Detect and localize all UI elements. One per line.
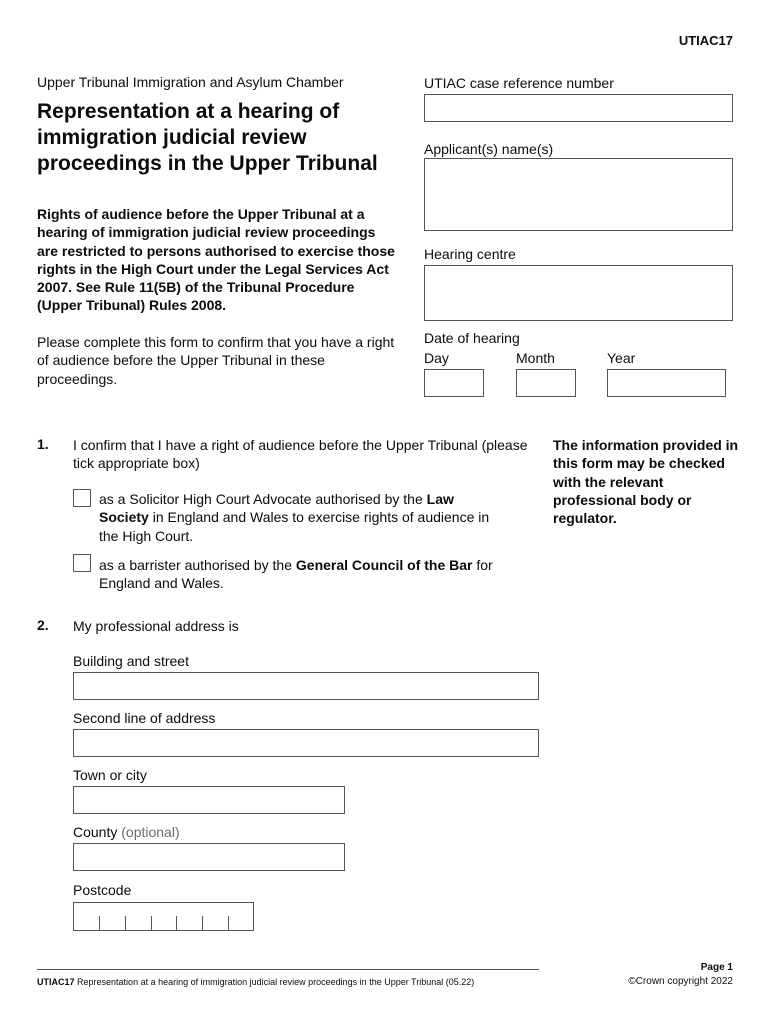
- bar-council-name: General Council of the Bar: [295, 557, 473, 573]
- footer-form-title: [37, 977, 474, 987]
- day-label: Day: [424, 350, 449, 366]
- postcode-character-dividers: [74, 903, 253, 930]
- case-ref-input[interactable]: [424, 94, 733, 122]
- date-of-hearing-label: Date of hearing: [424, 330, 520, 346]
- case-ref-label: UTIAC case reference number: [424, 75, 614, 91]
- solicitor-advocate-option: [99, 490, 499, 545]
- option-1-text-end: in England and Wales to exercise rights of audience in the High Court.: [99, 509, 490, 544]
- year-label: Year: [607, 350, 636, 366]
- option-1-text-start: as a Solicitor High Court Advocate authorised by the: [99, 491, 423, 507]
- copyright: ©Crown copyright 2022: [628, 976, 733, 987]
- town-city-input[interactable]: [73, 786, 345, 814]
- page-number: Page 1: [700, 962, 733, 973]
- day-input[interactable]: [424, 369, 484, 397]
- option-2-text-end: for England and Wales.: [99, 557, 493, 592]
- town-city-label: Town or city: [73, 767, 147, 783]
- verification-note: The information provided in this form may be checked with the relevant professional body or regulator.: [553, 437, 739, 527]
- barrister-checkbox[interactable]: [73, 554, 91, 572]
- solicitor-advocate-checkbox[interactable]: [73, 489, 91, 507]
- option-2-text-start: as a barrister authorised by the: [99, 557, 292, 573]
- building-street-input[interactable]: [73, 672, 539, 700]
- county-optional-hint: (optional): [121, 824, 180, 840]
- footer-page-info: [628, 961, 733, 989]
- intro-rights-of-audience: Rights of audience before the Upper Tribunal at a hearing of immigration judicial review proceedings are restricted to persons authorised to exercise those rights in the High Court under the Legal Services Act 2007. See Rule 11(5B) of the Tribunal Procedure (Upper Tribunal) Rules 2008.: [37, 206, 395, 314]
- intro-instructions: Please complete this form to confirm that you have a right of audience before the Upper Tribunal in these proceedings.: [37, 334, 395, 387]
- question-2-text: My professional address is: [73, 618, 239, 634]
- law-society-name: Law Society: [99, 491, 454, 526]
- page-title: Representation at a hearing of immigration judicial review proceedings in the Upper Tribunal: [37, 100, 378, 175]
- hearing-centre-input[interactable]: [424, 265, 733, 321]
- county-input[interactable]: [73, 843, 345, 871]
- footer-form-description: Representation at a hearing of immigration judicial review proceedings in the Upper Tribunal (05.22): [77, 977, 475, 987]
- second-line-label: Second line of address: [73, 710, 216, 726]
- chamber-name: Upper Tribunal Immigration and Asylum Chamber: [37, 74, 344, 90]
- footer-form-code: UTIAC17: [37, 977, 75, 987]
- year-input[interactable]: [607, 369, 726, 397]
- barrister-option: [99, 556, 539, 593]
- question-1-number: 1.: [37, 436, 49, 452]
- footer-divider: [37, 969, 539, 970]
- postcode-input[interactable]: [73, 902, 254, 931]
- building-street-label: Building and street: [73, 653, 189, 669]
- applicant-label: Applicant(s) name(s): [424, 141, 554, 157]
- question-1-text: I confirm that I have a right of audience before the Upper Tribunal (please tick appropriate box): [73, 437, 528, 472]
- question-2-number: 2.: [37, 617, 49, 633]
- form-code: UTIAC17: [678, 33, 733, 48]
- postcode-label: Postcode: [73, 882, 132, 898]
- hearing-centre-label: Hearing centre: [424, 246, 516, 262]
- applicant-input[interactable]: [424, 158, 733, 231]
- month-input[interactable]: [516, 369, 576, 397]
- second-line-input[interactable]: [73, 729, 539, 757]
- county-label: [73, 823, 180, 841]
- county-label-text: County: [73, 824, 118, 840]
- month-label: Month: [516, 350, 555, 366]
